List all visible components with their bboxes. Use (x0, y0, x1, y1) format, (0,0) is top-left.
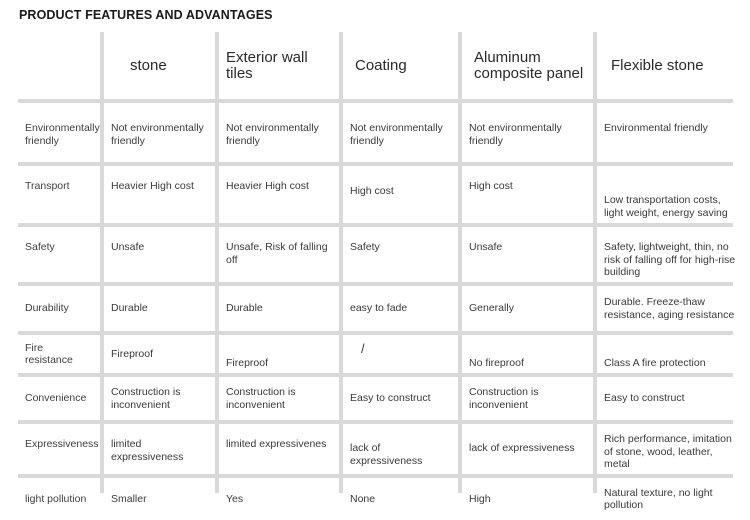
table-cell: Construction is inconvenient (104, 377, 215, 420)
table-cell: Easy to construct (343, 377, 458, 420)
header-aluminum-composite-panel: Aluminum composite panel (462, 32, 593, 99)
table-cell: Heavier High cost (219, 166, 339, 223)
table-cell: No fireproof (462, 335, 593, 373)
table-cell: / (343, 335, 458, 373)
row-label-light-pollution: light pollution (18, 478, 100, 520)
table-cell: Fireproof (104, 335, 215, 373)
table-cell: Rich performance, imitation of stone, wood, leather, metal (597, 424, 745, 474)
table-cell: limited expressivenes (219, 424, 339, 474)
table-cell: High cost (462, 166, 593, 223)
table-cell: Not environmentally friendly (219, 103, 339, 162)
table-cell: Construction is inconvenient (219, 377, 339, 420)
table-cell: Safety, lightweight, thin, no risk of falling off for high-rise building (597, 227, 745, 282)
row-label-durability: Durability (18, 286, 100, 331)
table-cell: Unsafe (104, 227, 215, 282)
table-cell: Generally (462, 286, 593, 331)
table-cell: Low transportation costs, light weight, energy saving (597, 166, 745, 223)
header-flexible-stone: Flexible stone (597, 32, 745, 99)
table-cell: lack of expressiveness (462, 424, 593, 474)
table-cell: Durable. Freeze-thaw resistance, aging resistance (597, 286, 745, 331)
row-label-safety: Safety (18, 227, 100, 282)
header-stone: stone (104, 32, 215, 99)
table-cell: Not environmentally friendly (462, 103, 593, 162)
row-label-transport: Transport (18, 166, 100, 223)
table-cell: Smaller (104, 478, 215, 520)
table-cell: Natural texture, no light pollution (597, 478, 745, 520)
table-cell: Fireproof (219, 335, 339, 373)
table-cell: Unsafe (462, 227, 593, 282)
table-cell: Class A fire protection (597, 335, 745, 373)
table-cell: Environmental friendly (597, 103, 745, 162)
table-cell: High (462, 478, 593, 520)
table-cell: easy to fade (343, 286, 458, 331)
table-cell: Durable (219, 286, 339, 331)
table-cell: Not environmentally friendly (104, 103, 215, 162)
table-cell: Safety (343, 227, 458, 282)
row-label-convenience: Convenience (18, 377, 100, 420)
page-title: PRODUCT FEATURES AND ADVANTAGES (19, 8, 273, 22)
header-corner (18, 32, 100, 99)
table-cell: Easy to construct (597, 377, 745, 420)
table-cell: Yes (219, 478, 339, 520)
row-label-expressiveness: Expressiveness (18, 424, 100, 474)
table-cell: None (343, 478, 458, 520)
table-cell: lack of expressiveness (343, 424, 458, 474)
table-cell: Durable (104, 286, 215, 331)
header-coating: Coating (343, 32, 458, 99)
comparison-table (18, 32, 736, 511)
header-exterior-wall-tiles: Exterior wall tiles (219, 32, 339, 99)
table-cell: Unsafe, Risk of falling off (219, 227, 339, 282)
table-cell: Not environmentally friendly (343, 103, 458, 162)
table-cell: limited expressiveness (104, 424, 215, 474)
row-label-fire-resistance: Fire resistance (18, 335, 100, 373)
table-cell: High cost (343, 166, 458, 223)
row-label-environmentally-friendly: Environmentally friendly (18, 103, 100, 162)
table-cell: Construction is inconvenient (462, 377, 593, 420)
table-cell: Heavier High cost (104, 166, 215, 223)
